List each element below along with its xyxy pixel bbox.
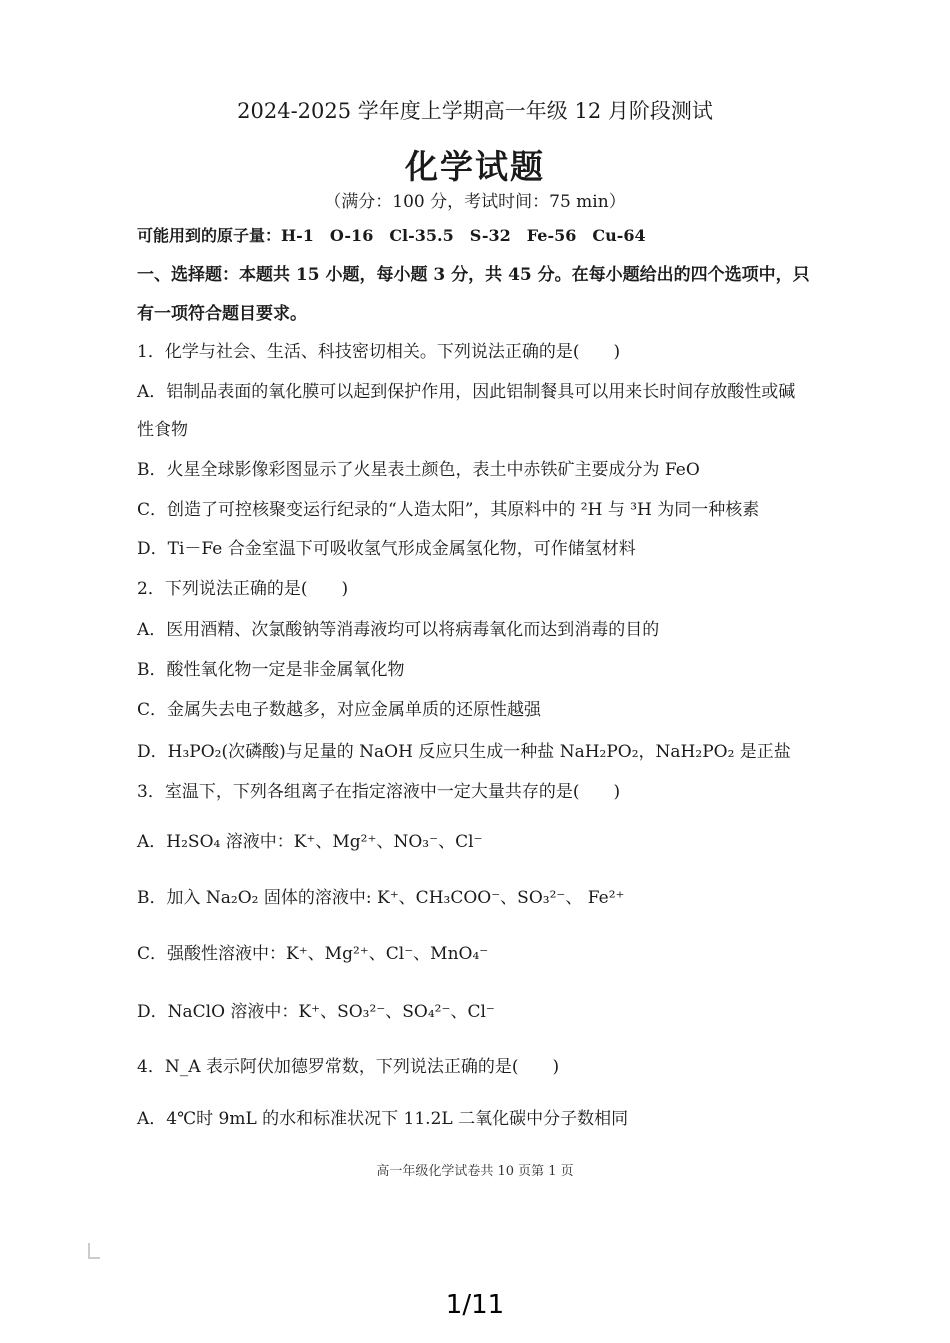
atomic-masses: 可能用到的原子量：H-1 O-16 Cl-35.5 S-32 Fe-56 Cu-64 xyxy=(137,226,646,245)
page-indicator: 1/11 xyxy=(445,1290,505,1320)
question-1-option-b: B．火星全球影像彩图显示了火星表土颜色，表土中赤铁矿主要成分为 FeO xyxy=(137,460,700,480)
section-instructions-line-1: 一、选择题：本题共 15 小题，每小题 3 分，共 45 分。在每小题给出的四个选项中，只 xyxy=(137,265,810,285)
scan-corner-mark xyxy=(88,1243,100,1259)
question-1-option-d: D．Ti－Fe 合金室温下可吸收氢气形成金属氢化物，可作储氢材料 xyxy=(137,539,636,559)
question-1-option-c: C．创造了可控核聚变运行纪录的“人造太阳”，其原料中的 ²H 与 ³H 为同一种核素 xyxy=(137,500,760,520)
question-1-stem: 1．化学与社会、生活、科技密切相关。下列说法正确的是( ) xyxy=(137,342,621,362)
exam-title: 化学试题 xyxy=(405,147,545,186)
section-instructions-line-2: 有一项符合题目要求。 xyxy=(137,304,307,324)
question-2-option-c: C．金属失去电子数越多，对应金属单质的还原性越强 xyxy=(137,700,542,720)
question-3-option-b: B．加入 Na₂O₂ 固体的溶液中: K⁺、CH₃COO⁻、SO₃²⁻、 Fe²⁺ xyxy=(137,888,625,908)
question-3-option-d: D．NaClO 溶液中：K⁺、SO₃²⁻、SO₄²⁻、Cl⁻ xyxy=(137,1002,495,1022)
question-3-option-c: C．强酸性溶液中：K⁺、Mg²⁺、Cl⁻、MnO₄⁻ xyxy=(137,944,489,964)
page-footer: 高一年级化学试卷共 10 页第 1 页 xyxy=(376,1164,574,1179)
exam-header: 2024-2025 学年度上学期高一年级 12 月阶段测试 xyxy=(237,99,713,123)
question-2-option-b: B．酸性氧化物一定是非金属氧化物 xyxy=(137,660,405,680)
question-4-stem: 4．N_A 表示阿伏加德罗常数，下列说法正确的是( ) xyxy=(137,1057,560,1077)
question-2-option-a: A．医用酒精、次氯酸钠等消毒液均可以将病毒氧化而达到消毒的目的 xyxy=(137,620,660,640)
question-2-option-d: D．H₃PO₂(次磷酸)与足量的 NaOH 反应只生成一种盐 NaH₂PO₂，NaH₂PO₂ 是正盐 xyxy=(137,742,791,762)
question-2-stem: 2．下列说法正确的是( ) xyxy=(137,579,349,599)
question-3-stem: 3．室温下，下列各组离子在指定溶液中一定大量共存的是( ) xyxy=(137,782,621,802)
exam-subtitle: （满分：100 分，考试时间：75 min） xyxy=(324,192,626,212)
question-1-option-a: A．铝制品表面的氧化膜可以起到保护作用，因此铝制餐具可以用来长时间存放酸性或碱 xyxy=(137,382,796,402)
question-3-option-a: A．H₂SO₄ 溶液中：K⁺、Mg²⁺、NO₃⁻、Cl⁻ xyxy=(137,832,483,852)
question-4-option-a: A．4℃时 9mL 的水和标准状况下 11.2L 二氧化碳中分子数相同 xyxy=(137,1109,629,1129)
question-1-option-a-cont: 性食物 xyxy=(137,420,188,440)
